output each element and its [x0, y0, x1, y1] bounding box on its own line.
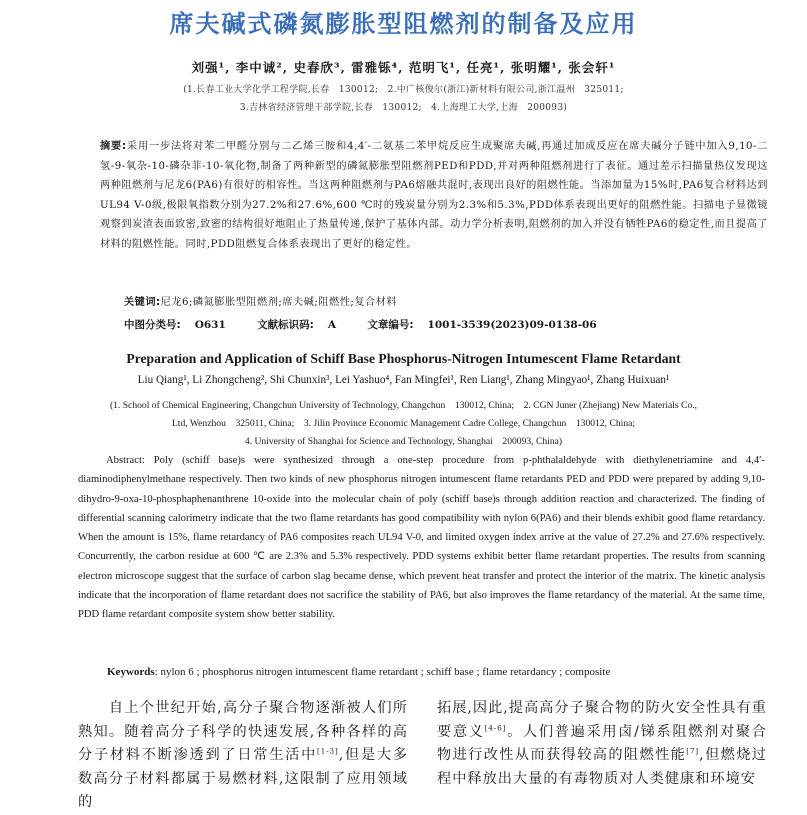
body-column-left	[78, 697, 408, 815]
keywords-cn	[124, 293, 397, 308]
affiliation-en-line: (1. School of Chemical Engineering, Changchun University of Technology, Changchun 130012, China; 2. CGN Juner (Zhejiang) New Materials Co.,	[109, 400, 698, 411]
authors-en: Liu Qiang¹, Li Zhongcheng², Shi Chunxin³, Lei Yashuo⁴, Fan Mingfei¹, Ren Liang¹, Zhang Mingyao¹, Zhang Huixuan¹	[137, 374, 670, 386]
affiliation-cn-line: 3.吉林省经济管理干部学院,长春 130012; 4.上海理工大学,上海 200093)	[239, 103, 568, 113]
affiliation-en-line: 4. University of Shanghai for Science and Technology, Shanghai 200093, China)	[244, 436, 563, 447]
citation-ref: [7]	[686, 747, 700, 756]
body-text: 。人们普遍采用卤/锑系阻燃剂对聚合物进行改性从而获得较高的阻燃性能	[437, 723, 767, 763]
article-number-value: 1001-3539(2023)09-0138-06	[427, 319, 597, 331]
body-column-right	[437, 697, 767, 791]
paper-title-en: Preparation and Application of Schiff Base Phosphorus-Nitrogen Intumescent Flame Retardant	[126, 351, 681, 366]
clc-value: O631	[194, 319, 226, 331]
keywords-cn-text: 尼龙6;磷氮膨胀型阻燃剂;席夫碱;阻燃性;复合材料	[160, 297, 398, 308]
paper-title-cn: 席夫碱式磷氮膨胀型阻燃剂的制备及应用	[169, 10, 638, 38]
doc-code-value: A	[327, 319, 336, 331]
citation-ref: [1-3]	[317, 747, 339, 756]
keywords-en-label: Keywords	[107, 666, 155, 678]
clc-label: 中图分类号:	[124, 319, 181, 331]
keywords-en-text: : nylon 6 ; phosphorus nitrogen intumescent flame retardant ; schiff base ; flame retardancy ; composite	[154, 666, 611, 678]
affiliation-en-line: Ltd, Wenzhou 325011, China; 3. Jilin Province Economic Management Cadre College, Changchun 130012, China;	[171, 418, 636, 429]
doc-code-label: 文献标识码:	[257, 319, 314, 331]
abstract-cn	[100, 137, 768, 255]
abstract-en	[78, 451, 765, 625]
keywords-en	[107, 666, 610, 678]
body-text: ,但是大多数高分子材料都属于易燃材料,这限制了应用领域的	[78, 747, 408, 810]
body-text: 拓展,因此,提高高分子聚合物的防火安全性具有重要意义	[437, 700, 767, 740]
authors-cn: 刘强¹, 李中诚², 史春欣³, 雷雅铄⁴, 范明飞¹, 任亮¹, 张明耀¹, 张会轩¹	[191, 60, 616, 75]
abstract-cn-label: 摘要:	[100, 141, 127, 152]
classification-line	[124, 317, 625, 332]
affiliation-cn-line: (1.长春工业大学化学工程学院,长春 130012; 2.中广核俊尔(浙江)新材料有限公司,浙江温州 325011;	[183, 85, 624, 95]
abstract-en-text: : Poly (schiff base)s were synthesized through a one-step procedure from p-phthalaldehyde with diethylenetriamine and 4,4′-diaminodiphenylmethane respectively. Then two kinds of new phosphorus nitrogen intumescent flame retardants PED and PDD were prepared by adding 9,10-dihydro-9-oxa-10-phosphaphenanthrene 10-oxide into the molecular chain of poly (schiff base)s through addition reaction and characterized. The finding of differential scanning calorimetry indicate that the two flame retardants has good compatibility with nylon 6(PA6) and their blends exhibit good flame retardancy. When the amount is 15%, flame retardancy of PA6 composites reach UL94 V-0, and limited oxygen index arrive at the value of 27.2% and 27.6% respectively. Concurrently, the carbon residue at 600 ℃ are 2.3% and 5.3% respectively. PDD systems exhibit better flame retardant properties. The results from scanning electron microscope suggest that the surface of carbon slag became dense, which prevent heat transfer and protect the interior of the matrix. The kinetic analysis indicate that the incorporation of flame retardant does not sacrifice the stability of PA6, but also improves the flame retardancy of the material. At the same time, PDD flame retardant composite system show better stability.	[78, 455, 765, 621]
body-text: 自上个世纪开始,高分子聚合物逐渐被人们所熟知。随着高分子科学的快速发展,各种各样的高分子材料不断渗透到了日常生活中	[78, 700, 408, 763]
abstract-cn-text: 采用一步法将对苯二甲醛分别与二乙烯三胺和4,4′-二氨基二苯甲烷反应生成聚席夫碱,再通过加成反应在席夫碱分子链中加入9,10-二氢-9-氧杂-10-磷杂菲-10-氧化物,制备了两种新型的磷氮膨胀型阻燃剂PED和PDD,并对两种阻燃剂进行了表征。通过差示扫描量热仪发现这两种阻燃剂与尼龙6(PA6)有很好的相容性。当这两种阻燃剂与PA6熔融共混时,表现出良好的阻燃性能。当添加量为15%时,PA6复合材料达到UL94 V-0级,极限氧指数分别为27.2%和27.6%,600 ℃时的残炭量分别为2.3%和5.3%,PDD体系表现出更好的阻燃性能。扫描电子显微镜观察到炭渣表面致密,致密的结构很好地阻止了热量传递,保护了基体内部。动力学分析表明,阻燃剂的加入并没有牺牲PA6的稳定性,而且提高了材料的阻燃性能。同时,PDD阻燃复合体系表现出了更好的稳定性。	[100, 141, 768, 250]
citation-ref: [4-6]	[484, 723, 507, 732]
body-text: ,但燃烧过程中释放出大量的有毒物质对人类健康和环境安	[437, 747, 767, 787]
article-number-label: 文章编号:	[367, 319, 414, 331]
abstract-en-label: Abstract	[106, 455, 142, 466]
keywords-cn-label: 关键词:	[124, 297, 161, 308]
